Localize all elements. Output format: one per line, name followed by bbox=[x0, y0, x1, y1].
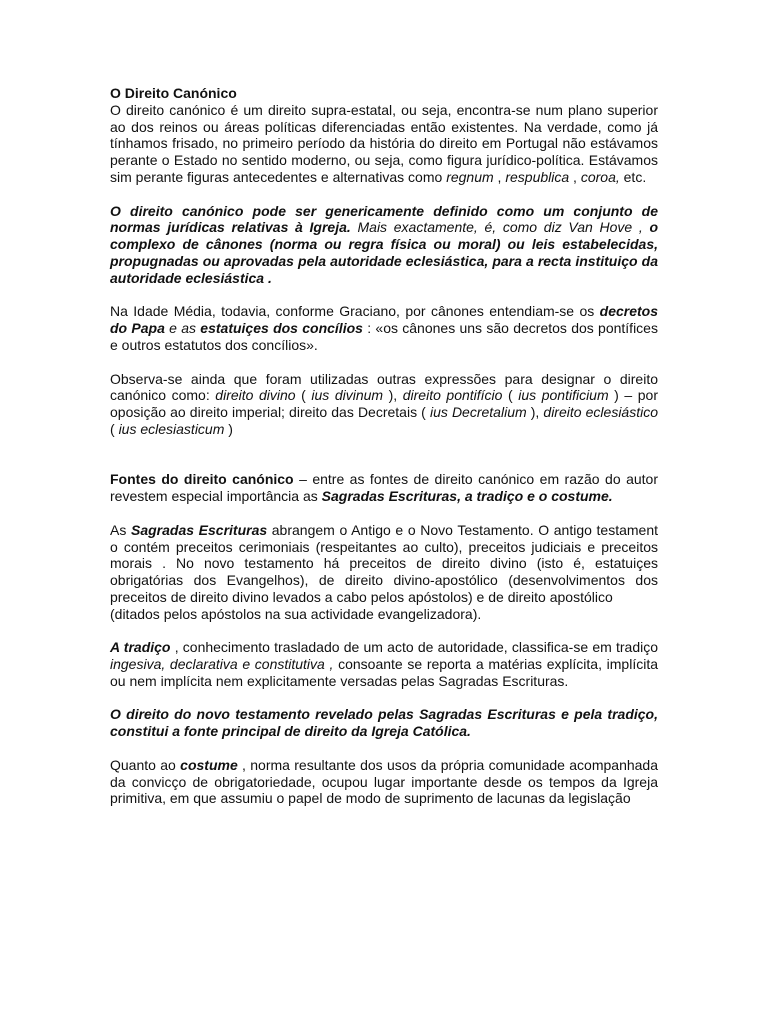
paragraph-text: consoante se reporta a matérias explícita, implícita ou nem implícita nem explicitamente versadas pelas Sagradas Escrituras. bbox=[110, 656, 658, 689]
paragraph-text: Na Idade Média, todavia, conforme Graciano, por cânones entendiam-se os bbox=[110, 303, 600, 320]
paragraph-text: : «os cânones uns são decretos dos pontífices e outros estatutos dos concílios». bbox=[110, 320, 658, 353]
paragraph-text: Quanto ao bbox=[110, 756, 181, 773]
paragraph-scriptures bbox=[110, 522, 658, 606]
bold-italic-text: o complexo de cânones (norma ou regra física ou moral) ou leis estabelecidas, propugnadas ou aprovadas pela autoridade eclesiástica, para a recta instituiço da autoridade eclesiástica . bbox=[110, 219, 658, 286]
paragraph-text: O direito canónico é um direito supra-estatal, ou seja, encontra-se num plano superior ao dos reinos ou áreas políticas diferenciadas então existentes. Na verdade, como já tínhamos frisado, no primeiro período da história do direito em Portugal não estávamos perante o Estado no sentido moderno, ou seja, como figura jurídico-política. Estávamos sim perante figuras antecedentes e alternativas como bbox=[110, 101, 658, 185]
italic-term: ius eclesiasticum bbox=[118, 420, 225, 437]
paragraph-graciano bbox=[110, 303, 658, 353]
italic-term: ius pontificium bbox=[518, 387, 609, 404]
italic-term: direito eclesiástico bbox=[543, 404, 659, 421]
section-heading: Fontes do direito canónico bbox=[110, 471, 294, 488]
italic-text: e as bbox=[164, 320, 201, 337]
bold-italic-term: Sagradas Escrituras bbox=[130, 521, 268, 538]
italic-text: Mais exactamente, é, como diz Van Hove , bbox=[350, 219, 643, 236]
paragraph-sources bbox=[110, 471, 658, 505]
italic-term: ius Decretalium bbox=[429, 404, 527, 421]
paragraph-text: , conhecimento trasladado de um acto de autoridade, classifica-se em tradiço bbox=[170, 639, 659, 656]
paragraph-text: abrangem o Antigo e o Novo Testamento. O antigo testament o contém preceitos cerimoniais (respeitantes ao culto), preceitos judiciais e preceitos morais . No novo testamento há preceitos de direito divino (isto é, estatuiçes obrigatórias dos Evangelhos), de direito divino-apostólico (desenvolvimentos dos preceitos de direito divino levados a cabo pelos apóstolos) e de direito apostólico bbox=[110, 521, 659, 605]
italic-term: coroa, bbox=[580, 168, 620, 185]
separator-text: , bbox=[569, 168, 581, 185]
bold-italic-term: A tradiço bbox=[110, 639, 171, 656]
paragraph-text: ( bbox=[110, 420, 119, 437]
document-body bbox=[110, 85, 658, 824]
separator-text: , bbox=[493, 168, 506, 185]
bold-italic-text: Sagradas Escrituras, a tradiço e o costume. bbox=[321, 488, 613, 505]
paragraph-text: ( bbox=[502, 387, 519, 404]
italic-term: direito divino bbox=[215, 387, 296, 404]
paragraph-tradition bbox=[110, 639, 658, 689]
paragraph-text: ), bbox=[526, 404, 544, 421]
italic-term: ius divinum bbox=[311, 387, 384, 404]
italic-term: direito pontifício bbox=[402, 387, 503, 404]
paragraph-text: ) – por oposição ao direito imperial; direito das Decretais ( bbox=[110, 387, 658, 421]
paragraph-intro bbox=[110, 85, 658, 186]
document-title: O Direito Canónico bbox=[110, 85, 237, 101]
bold-italic-text: O direito do novo testamento revelado pelas Sagradas Escrituras e pela tradiço, constitui a fonte principal de direito da Igreja Católica. bbox=[110, 706, 658, 740]
italic-term: regnum bbox=[446, 168, 494, 185]
paragraph-text: – entre as fontes de direito canónico em razão do autor revestem especial importância as bbox=[110, 471, 658, 505]
paragraph-text: ) bbox=[224, 420, 233, 437]
italic-term: respublica bbox=[505, 168, 570, 185]
paragraph-scriptures-continued bbox=[110, 606, 658, 623]
bold-italic-text: O direito canónico pode ser genericamente definido como um conjunto de normas jurídicas relativas à Igreja. bbox=[110, 202, 658, 236]
bold-italic-term: costume bbox=[180, 756, 238, 773]
italic-text: ingesiva, declarativa e constitutiva , bbox=[110, 656, 334, 673]
paragraph-text: Observa-se ainda que foram utilizadas outras expressões para designar o direito canónico como: bbox=[110, 370, 658, 404]
paragraph-text: (ditados pelos apóstolos na sua actividade evangelizadora). bbox=[110, 605, 482, 622]
paragraph-expressions bbox=[110, 371, 658, 438]
paragraph-text: etc. bbox=[619, 168, 647, 185]
bold-italic-term: estatuiçes dos concílios bbox=[200, 320, 363, 337]
bold-italic-term: decretos do Papa bbox=[110, 303, 658, 337]
paragraph-definition bbox=[110, 203, 658, 287]
paragraph-new-testament bbox=[110, 706, 658, 740]
paragraph-text: As bbox=[110, 521, 131, 538]
paragraph-text: ( bbox=[295, 387, 312, 404]
paragraph-custom bbox=[110, 757, 658, 807]
paragraph-text: , norma resultante dos usos da própria comunidade acompanhada da convicço de obrigatoriedade, ocupou lugar importante desde os tempos da Igreja primitiva, em que assumiu o papel de modo de suprimento de lacunas da legislação bbox=[110, 756, 659, 807]
paragraph-text: ), bbox=[383, 387, 403, 404]
